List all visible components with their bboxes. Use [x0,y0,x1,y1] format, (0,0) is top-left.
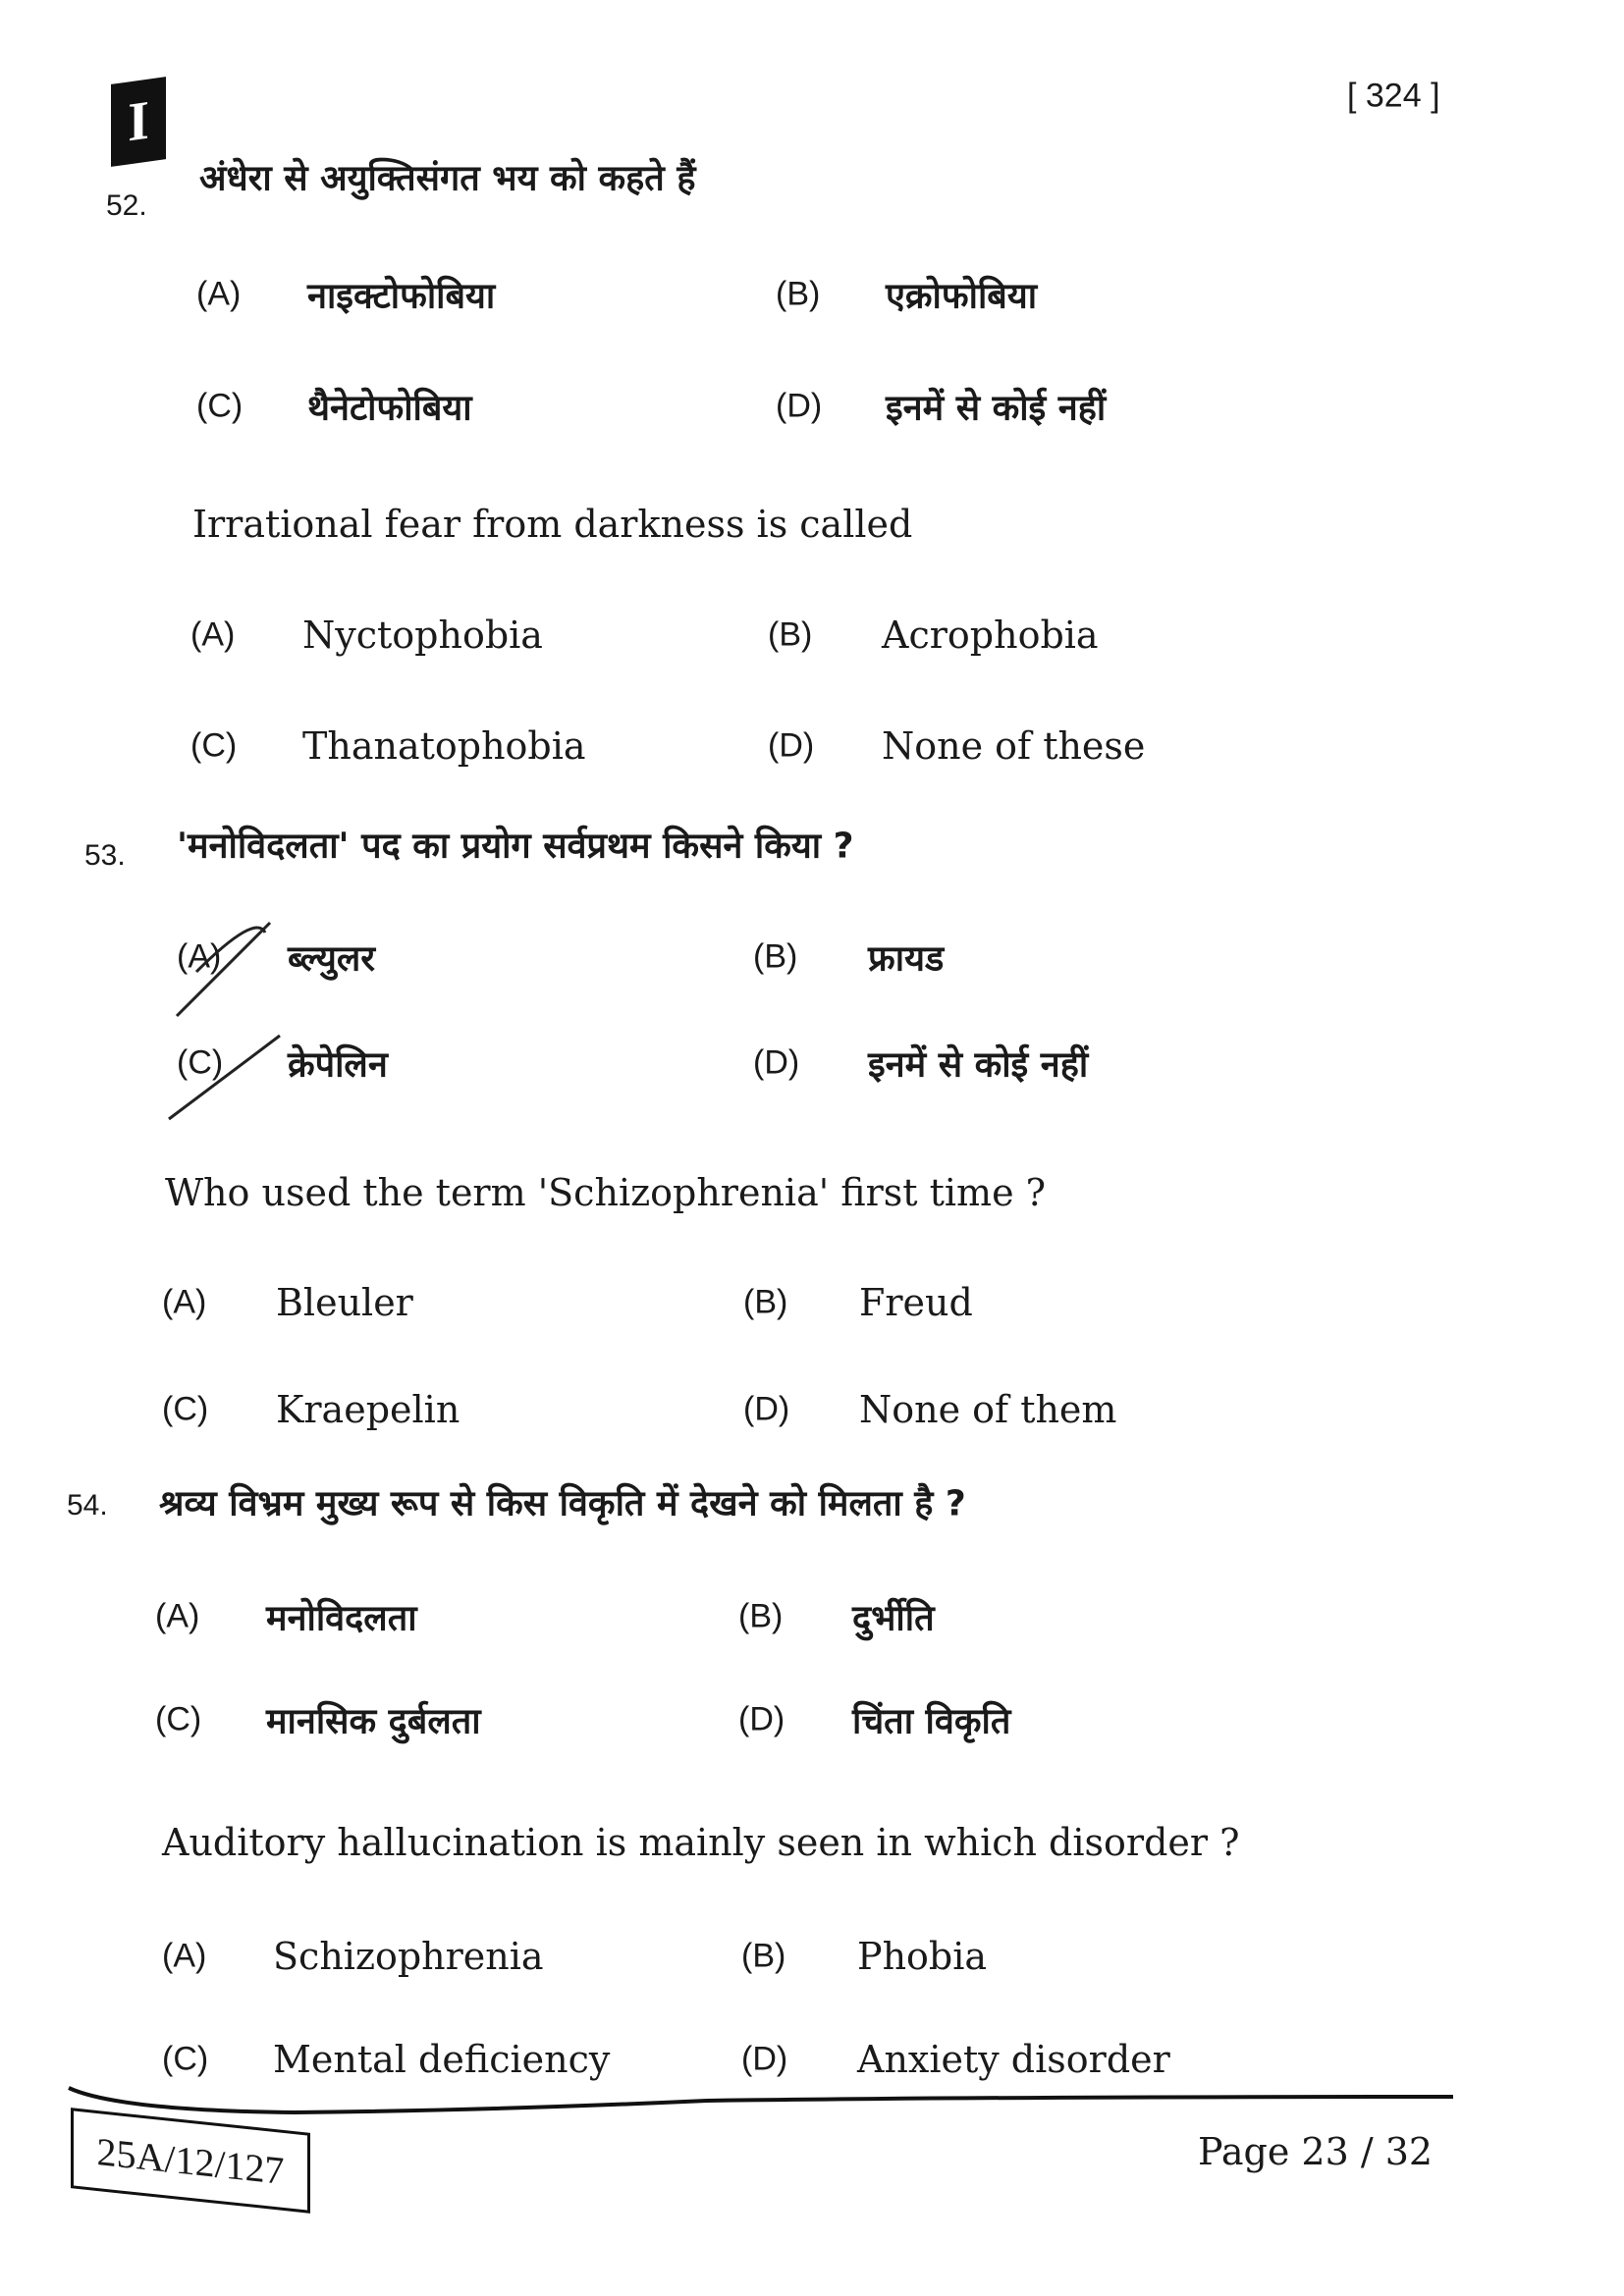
option-text-hindi: क्रेपेलिन [288,1044,388,1086]
option-label: (D) [753,1043,800,1082]
paper-code: 25A/12/127 [96,2128,285,2193]
option-text-hindi: एक्रोफोबिया [886,276,1038,317]
option-label: (A) [155,1597,200,1635]
question-text-english: Who used the term 'Schizophrenia' first time ? [165,1171,1047,1214]
option-label: (C) [155,1700,202,1738]
option-label: (C) [162,2040,209,2078]
question-text-hindi: अंधेरा से अयुक्तिसंगत भय को कहते हैं [199,158,696,199]
option-label: (D) [776,387,823,425]
option-label: (D) [743,1390,790,1428]
option-label: (C) [162,1390,209,1428]
question-number: 54. [67,1489,108,1522]
option-label: (A) [196,275,242,313]
page-reference: [ 324 ] [1347,77,1440,115]
option-text-english: Bleuler [276,1281,413,1324]
option-label: (C) [196,387,244,425]
section-badge-text: I [128,89,149,154]
page-number: Page 23 / 32 [1198,2130,1434,2173]
option-text-hindi: मानसिक दुर्बलता [266,1701,481,1742]
option-label: (B) [741,1937,786,1975]
option-label: (A) [177,937,222,976]
option-label: (D) [768,726,815,765]
question-number: 52. [106,189,147,222]
option-text-hindi: नाइक्टोफोबिया [307,276,496,317]
option-text-english: None of these [882,724,1146,768]
option-label: (D) [738,1700,785,1738]
option-label: (A) [162,1937,207,1975]
option-text-english: Nyctophobia [302,614,543,657]
question-text-hindi: श्रव्य विभ्रम मुख्य रूप से किस विकृति में देखने को मिलता है ? [159,1483,966,1524]
option-label: (B) [738,1597,784,1635]
option-text-english: Anxiety disorder [857,2038,1170,2081]
question-text-english: Auditory hallucination is mainly seen in which disorder ? [162,1821,1240,1864]
option-text-english: Kraepelin [276,1388,460,1431]
option-text-hindi: दुर्भीति [852,1598,935,1639]
question-text-hindi: 'मनोविदलता' पद का प्रयोग सर्वप्रथम किसने किया ? [177,826,854,867]
option-label: (C) [190,726,238,765]
option-text-english: Thanatophobia [302,724,586,768]
option-label: (D) [741,2040,788,2078]
option-text-hindi: चिंता विकृति [852,1701,1011,1742]
option-label: (C) [177,1043,224,1082]
option-label: (B) [753,937,798,976]
question-text-english: Irrational fear from darkness is called [192,503,913,546]
option-label: (A) [190,615,236,654]
option-text-english: Phobia [857,1935,988,1978]
option-text-hindi: थैनेटोफोबिया [307,388,472,429]
option-label: (B) [768,615,813,654]
option-label: (B) [743,1283,788,1321]
option-text-english: None of them [859,1388,1117,1431]
option-text-english: Freud [859,1281,973,1324]
option-text-hindi: ब्ल्युलर [288,938,375,980]
question-number: 53. [84,839,126,872]
option-text-english: Mental deficiency [273,2038,611,2081]
option-text-english: Schizophrenia [273,1935,544,1978]
option-text-hindi: फ्रायड [868,938,945,980]
option-text-hindi: मनोविदलता [266,1598,417,1639]
option-label: (B) [776,275,821,313]
option-text-hindi: इनमें से कोई नहीं [868,1044,1089,1086]
option-label: (A) [162,1283,207,1321]
option-text-hindi: इनमें से कोई नहीं [886,388,1107,429]
option-text-english: Acrophobia [882,614,1099,657]
